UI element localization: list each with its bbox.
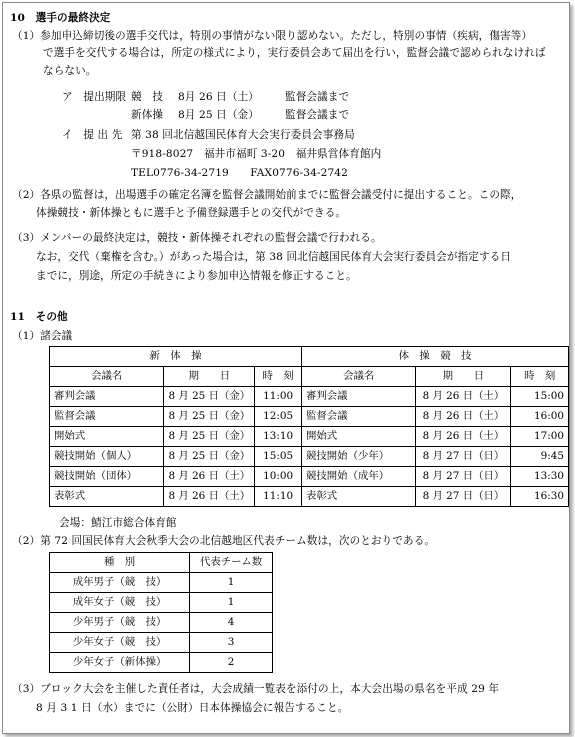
- table-cell: 15:05: [255, 447, 302, 467]
- table-cell: 17:00: [511, 427, 569, 447]
- table-cell: 3: [190, 633, 273, 653]
- table-row: [50, 427, 569, 447]
- column-header: 種 別: [50, 553, 190, 573]
- table-cell: 8 月 25 日（金）: [164, 447, 255, 467]
- table-cell: 8 月 25 日（金）: [164, 407, 255, 427]
- column-header: 時 刻: [255, 367, 302, 387]
- destination-label: イ 提 出 先: [62, 129, 123, 141]
- table-cell: 少年女子（競 技）: [50, 633, 190, 653]
- table-row: [50, 633, 273, 653]
- table-row: [50, 467, 569, 487]
- table-cell: 審判会議: [50, 387, 164, 407]
- table-cell: 少年男子（競 技）: [50, 613, 190, 633]
- table-header-row: [50, 553, 273, 573]
- table-cell: 監督会議: [50, 407, 164, 427]
- table-cell: 8 月 26 日（土）: [416, 427, 511, 447]
- table-row: [50, 447, 569, 467]
- table-cell: 2: [190, 653, 273, 673]
- table-cell: 16:30: [511, 487, 569, 507]
- destination-line-2: 〒918-8027 福井市福町 3-20 福井県営体育館内: [131, 148, 382, 160]
- table-cell: 成年女子（競 技）: [50, 593, 190, 613]
- subsection-teams: （2）第 72 回国民体育大会秋季大会の北信越地区代表チーム数は，次のとおりである。: [12, 535, 436, 547]
- column-header: 会議名: [50, 367, 164, 387]
- subsection-meetings: （1）諸会議: [12, 330, 73, 342]
- table-cell: 表彰式: [302, 487, 416, 507]
- table-cell: 8 月 26 日（土）: [416, 387, 511, 407]
- table-cell: 12:05: [255, 407, 302, 427]
- section-10-heading: 10 選手の最終決定: [10, 12, 111, 24]
- para-10-3-line-2: なお，交代（棄権を含む。）があった場合は，第 38 回北信越国民体育大会実行委員会が指定する日: [36, 251, 512, 263]
- table-cell: 8 月 26 日（土）: [416, 407, 511, 427]
- table-cell: 1: [190, 593, 273, 613]
- table-cell: 開始式: [302, 427, 416, 447]
- meetings-table: [49, 346, 569, 507]
- table-cell: 11:00: [255, 387, 302, 407]
- section-11-heading: 11 その他: [10, 311, 68, 323]
- table-row: [50, 593, 273, 613]
- table-cell: 競技開始（団体）: [50, 467, 164, 487]
- group-header-rhythmic: 新 体 操: [50, 347, 302, 367]
- destination-line-1: 第 38 回北信越国民体育大会実行委員会事務局: [131, 129, 355, 141]
- table-cell: 表彰式: [50, 487, 164, 507]
- table-cell: 8 月 27 日（日）: [416, 467, 511, 487]
- table-cell: 成年男子（競 技）: [50, 573, 190, 593]
- para-10-1-line-1: （1）参加申込締切後の選手交代は，特別の事情がない限り認めない。ただし，特別の事情（疾病，傷害等）: [12, 30, 533, 42]
- table-header-row: [50, 367, 569, 387]
- table-cell: 8 月 26 日（土）: [164, 487, 255, 507]
- table-cell: 監督会議: [302, 407, 416, 427]
- para-11-3-line-2: 8 月 3 1 日（水）までに（公財）日本体操協会に報告すること。: [36, 702, 349, 714]
- deadline-event-1: 競 技: [131, 91, 164, 103]
- table-row: [50, 387, 569, 407]
- para-10-3-line-3: までに，別途，所定の手続きにより参加申込情報を修正すること。: [36, 270, 357, 282]
- table-row: [50, 613, 273, 633]
- table-cell: 9:45: [511, 447, 569, 467]
- group-header-artistic: 体 操 競 技: [302, 347, 569, 367]
- table-cell: 少年女子（新体操）: [50, 653, 190, 673]
- para-10-2-line-1: （2）各県の監督は，出場選手の確定名簿を監督会議開始前までに監督会議受付に提出すること。この際，: [12, 189, 522, 201]
- table-cell: 8 月 26 日（土）: [164, 467, 255, 487]
- table-cell: 競技開始（少年）: [302, 447, 416, 467]
- para-10-3-line-1: （3）メンバーの最終決定は，競技・新体操それぞれの監督会議で行われる。: [12, 232, 382, 244]
- teams-table: [49, 552, 273, 673]
- deadline-note-2: 監督会議まで: [285, 109, 350, 121]
- table-row: [50, 653, 273, 673]
- deadline-note-1: 監督会議まで: [285, 91, 350, 103]
- table-cell: 8 月 25 日（金）: [164, 427, 255, 447]
- table-cell: 1: [190, 573, 273, 593]
- table-cell: 8 月 27 日（日）: [416, 447, 511, 467]
- table-cell: 13:10: [255, 427, 302, 447]
- table-cell: 11:10: [255, 487, 302, 507]
- table-row: [50, 573, 273, 593]
- column-header: 時 刻: [511, 367, 569, 387]
- para-10-2-line-2: 体操競技・新体操ともに選手と予備登録選手との交代ができる。: [36, 207, 347, 219]
- deadline-date-2: 8月 25 日（金）: [178, 109, 259, 121]
- para-11-3-line-1: （3）ブロック大会を主催した責任者は，大会成績一覧表を添付の上，本大会出場の県名を平成 29 年: [12, 683, 500, 695]
- table-cell: 競技開始（成年）: [302, 467, 416, 487]
- para-10-1-line-3: ならない。: [43, 65, 97, 77]
- deadline-label: ア 提出期限: [62, 91, 127, 103]
- para-10-1-line-2: で選手を交代する場合は，所定の様式により，実行委員会あて届出を行い，監督会議で認められなければ: [43, 47, 546, 59]
- column-header: 代表チーム数: [190, 553, 273, 573]
- table-cell: 15:00: [511, 387, 569, 407]
- table-cell: 審判会議: [302, 387, 416, 407]
- table-cell: 開始式: [50, 427, 164, 447]
- table-cell: 8 月 25 日（金）: [164, 387, 255, 407]
- venue-text: 会場：鯖江市総合体育館: [59, 517, 177, 529]
- deadline-event-2: 新体操: [131, 109, 164, 121]
- table-row: [50, 487, 569, 507]
- column-header: 会議名: [302, 367, 416, 387]
- table-cell: 4: [190, 613, 273, 633]
- deadline-date-1: 8月 26 日（土）: [178, 91, 259, 103]
- table-cell: 16:00: [511, 407, 569, 427]
- table-cell: 8 月 27 日（日）: [416, 487, 511, 507]
- table-cell: 10:00: [255, 467, 302, 487]
- table-cell: 13:30: [511, 467, 569, 487]
- table-row: [50, 407, 569, 427]
- column-header: 期 日: [416, 367, 511, 387]
- destination-line-3: TEL0776-34-2719 FAX0776-34-2742: [131, 167, 348, 179]
- table-cell: 競技開始（個人）: [50, 447, 164, 467]
- column-header: 期 日: [164, 367, 255, 387]
